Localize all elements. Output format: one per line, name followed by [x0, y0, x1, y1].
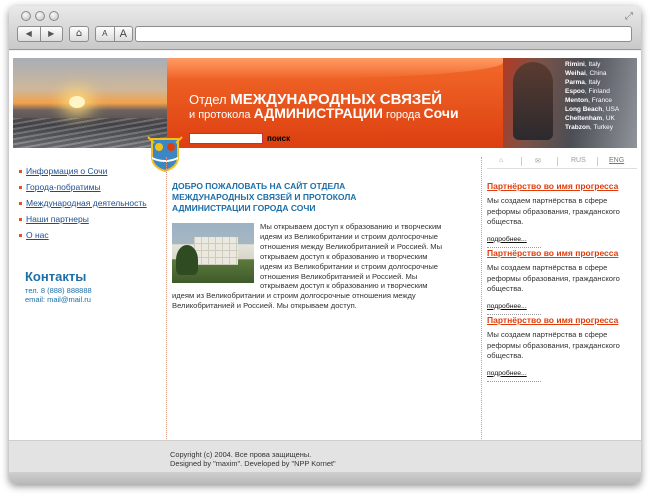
home-button[interactable]: ⌂ — [69, 26, 89, 42]
city-country: UK — [605, 115, 615, 122]
back-icon[interactable]: ◀ — [18, 27, 41, 41]
city-entry: Cheltenham, UK — [565, 115, 615, 122]
city-country: Italy — [588, 79, 601, 86]
news-more-link[interactable]: подробнее... — [487, 369, 527, 377]
news-text: Мы создаем партнёрства в сфере реформы образования, гражданского общества. — [487, 263, 620, 294]
city-entry: Parma, Italy — [565, 79, 601, 86]
home-icon[interactable]: ⌂ — [499, 157, 504, 164]
title-bold: МЕЖДУНАРОДНЫХ СВЯЗЕЙ — [230, 91, 443, 108]
city-name: Trabzon — [565, 124, 590, 131]
resize-icon[interactable]: ⤢ — [625, 11, 633, 22]
news-item — [487, 248, 637, 315]
news-more-link[interactable]: подробнее... — [487, 235, 527, 243]
nav-item-twin-cities[interactable]: Города-побратимы — [17, 179, 167, 195]
lang-ru-link[interactable]: RUS — [571, 157, 586, 164]
city-name: Menton — [565, 97, 589, 104]
contact-phone: тел. 8 (888) 888888 — [25, 286, 92, 295]
city-country: Turkey — [593, 124, 614, 131]
nav-item-about[interactable]: О нас — [17, 227, 167, 243]
city-name: Parma — [565, 79, 585, 86]
mail-icon[interactable]: ✉ — [535, 158, 541, 165]
title2-end: Сочи — [423, 105, 459, 121]
city-entry: Menton, France — [565, 97, 612, 104]
news-text: Мы создаем партнёрства в сфере реформы образования, гражданского общества. — [487, 196, 620, 227]
welcome-body-text: Мы открываем доступ к образованию и творческим идеям из Великобритании и строим долгосрочные отношения между Великобританией и Россией. Мы открываем доступ к образованию и творческим идеям из Великобритании и строим долгосрочные отношения Великобританией и Россией. Мы открываем доступ к образованию и творческим идеям из Великобритании и строим долгосрочные отношения между Великобританией и Россией. Мы открываем доступ. — [172, 222, 443, 311]
city-name: Cheltenham — [565, 115, 603, 122]
text-larger-button[interactable]: A — [119, 28, 127, 40]
news-item — [487, 315, 637, 382]
right-column-rule — [487, 168, 637, 169]
text-smaller-button[interactable]: A — [96, 27, 115, 41]
column-divider — [166, 157, 167, 445]
news-text: Мы создаем партнёрства в сфере реформы образования, гражданского общества. — [487, 330, 620, 361]
title2-bold: АДМИНИСТРАЦИИ — [253, 105, 383, 121]
sunset-banner-image — [13, 58, 167, 148]
city-name: Long Beach — [565, 106, 603, 113]
contact-email[interactable]: email: mail@mail.ru — [25, 295, 91, 304]
city-country: Finland — [588, 88, 610, 95]
nav-item-sochi-info[interactable]: Информация о Сочи — [17, 163, 167, 179]
city-country: USA — [605, 106, 620, 113]
browser-toolbar — [9, 6, 641, 50]
forward-icon[interactable]: ▶ — [48, 29, 55, 38]
minimize-window-button[interactable] — [35, 11, 45, 21]
city-entry: Espoo, Finland — [565, 88, 610, 95]
history-nav — [17, 26, 63, 42]
site-header — [13, 58, 637, 148]
sea-graphic — [13, 118, 167, 148]
news-title-link[interactable]: Партнёрство во имя прогресса — [487, 315, 619, 325]
lang-en-link[interactable]: ENG — [609, 157, 625, 164]
browser-window — [9, 6, 641, 484]
sister-cities-list — [565, 60, 637, 132]
welcome-heading: ДОБРО ПОЖАЛОВАТЬ НА САЙТ ОТДЕЛА МЕЖДУНАРОДНЫХ СВЯЗЕЙ И ПРОТОКОЛА АДМИНИСТРАЦИИ ГОРОДА СОЧИ — [172, 181, 357, 213]
nav-item-international-activity[interactable]: Международная деятельность — [17, 195, 167, 211]
close-window-button[interactable] — [21, 11, 31, 21]
businessman-figure — [513, 62, 553, 140]
left-navigation — [17, 163, 167, 243]
city-country: Italy — [588, 61, 601, 68]
city-entry: Rimini, Italy — [565, 61, 601, 68]
city-name: Rimini — [565, 61, 585, 68]
news-title-link[interactable]: Партнёрство во имя прогресса — [487, 248, 619, 258]
title2-mid: города — [386, 109, 421, 121]
footer-credits: Designed by "maxim". Developed by "NPP Kornet" — [170, 459, 336, 468]
city-entry: Trabzon, Turkey — [565, 124, 614, 131]
title-prefix: Отдел — [189, 92, 227, 107]
text-size-controls — [95, 26, 133, 42]
zoom-window-button[interactable] — [49, 11, 59, 21]
search-input[interactable] — [189, 133, 263, 144]
news-item — [487, 181, 637, 248]
title2-prefix: и протокола — [189, 109, 251, 121]
nav-item-partners[interactable]: Наши партнеры — [17, 211, 167, 227]
city-entry: Weihai, China — [565, 70, 607, 77]
column-divider — [481, 157, 482, 445]
site-title-line2 — [189, 106, 459, 121]
city-country: France — [591, 97, 612, 104]
browser-status-strip — [9, 472, 641, 484]
address-bar[interactable] — [135, 26, 632, 42]
city-name: Weihai — [565, 70, 586, 77]
city-country: China — [589, 70, 607, 77]
news-title-link[interactable]: Партнёрство во имя прогресса — [487, 181, 619, 191]
language-bar — [491, 157, 637, 167]
page-viewport — [9, 51, 641, 484]
search-button[interactable]: поиск — [267, 134, 291, 143]
site-footer — [9, 440, 641, 472]
sun-graphic — [69, 96, 85, 108]
footer-copyright: Copyright (c) 2004. Все прова защищены. — [170, 450, 312, 459]
news-more-link[interactable]: подробнее... — [487, 302, 527, 310]
city-entry: Long Beach, USA — [565, 106, 620, 113]
welcome-body — [172, 222, 447, 311]
city-name: Espoo — [565, 88, 585, 95]
contacts-heading: Контакты — [25, 269, 87, 284]
